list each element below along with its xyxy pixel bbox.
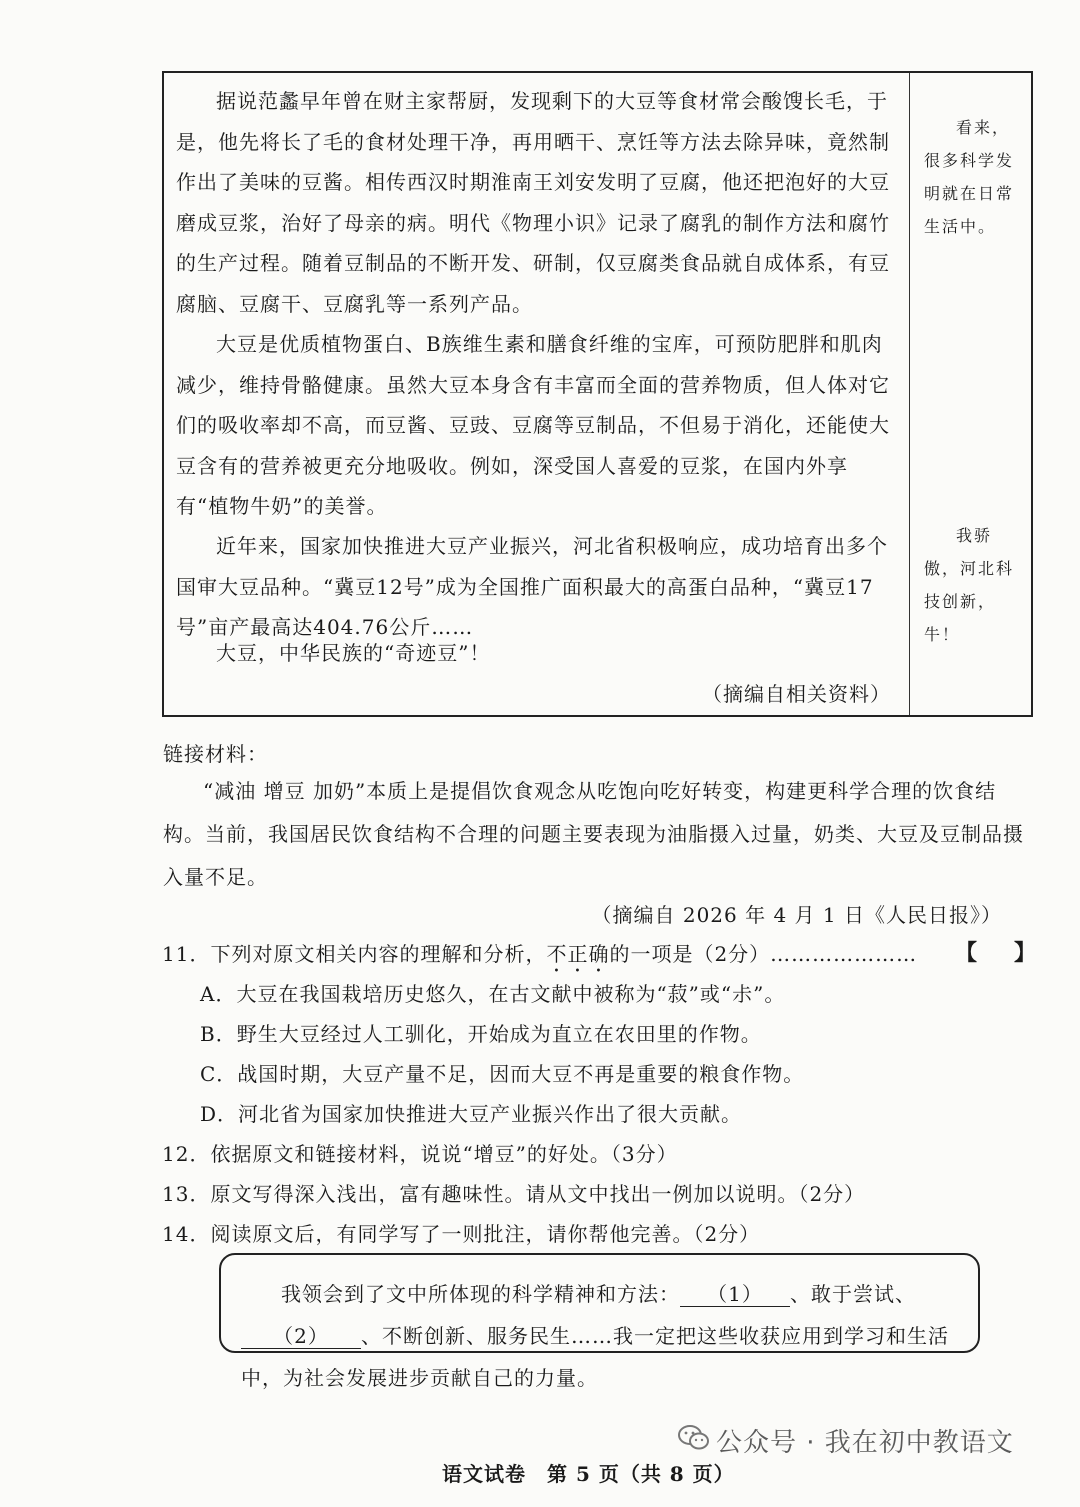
- q11-option-c: C．战国时期，大豆产量不足，因而大豆不再是重要的粮食作物。: [200, 1062, 805, 1086]
- link-material-source: （摘编自 2026 年 4 月 1 日《人民日报》）: [591, 903, 1002, 927]
- passage-paragraph-2: 大豆是优质植物蛋白、B族维生素和膳食纤维的宝库，可预防肥胖和肌肉减少，维持骨骼健康。虽然大豆本身含有丰富而全面的营养物质，但人体对它们的吸收率却不高，而豆酱、豆豉、豆腐等豆制品，不但易于消化，还能使大豆含有的营养被更充分地吸收。例如，深受国人喜爱的豆浆，在国内外享有“植物牛奶”的美誉。: [176, 332, 890, 518]
- question-13: 13．原文写得深入浅出，富有趣味性。请从文中找出一例加以说明。（2分）: [162, 1182, 866, 1206]
- reading-passage-box: [162, 71, 1033, 717]
- q11-option-d: D．河北省为国家加快推进大豆产业振兴作出了很大贡献。: [200, 1102, 743, 1126]
- margin-note-2: 我骄傲，河北科技创新，牛！: [924, 526, 1015, 644]
- annotation-blank-1[interactable]: （1）: [680, 1282, 790, 1307]
- annotation-blank-2[interactable]: （2）: [241, 1324, 361, 1349]
- q11-emphasis: 不正确: [546, 942, 610, 966]
- margin-note-1: 看来，很多科学发明就在日常生活中。: [924, 118, 1015, 236]
- link-material-text: “减油 增豆 加奶”本质上是提倡饮食观念从吃饱向吃好转变，构建更科学合理的饮食结构。当前，我国居民饮食结构不合理的问题主要表现为油脂摄入过量，奶类、大豆及豆制品摄入量不足。: [163, 779, 1024, 889]
- passage-paragraph-4: 大豆，中华民族的“奇迹豆”！: [216, 641, 491, 665]
- watermark-text: 公众号 · 我在初中教语文: [716, 1428, 1014, 1458]
- question-14: 14．阅读原文后，有同学写了一则批注，请你帮他完善。（2分）: [162, 1222, 761, 1246]
- passage-source: （摘编自相关资料）: [702, 682, 891, 706]
- annotation-text: [241, 1273, 961, 1399]
- q11-option-b: B．野生大豆经过人工驯化，开始成为直立在农田里的作物。: [200, 1022, 762, 1046]
- q11-text-post: 的一项是（2分）…………………: [609, 942, 918, 966]
- annotation-part-1: 我领会到了文中所体现的科学精神和方法：: [281, 1282, 680, 1306]
- passage-paragraph-3: 近年来，国家加快推进大豆产业振兴，河北省积极响应，成功培育出多个国审大豆品种。“冀豆12号”成为全国推广面积最大的高蛋白品种，“冀豆17号”亩产最高达404.76公斤……: [176, 534, 888, 639]
- link-material-heading: 链接材料：: [163, 742, 268, 766]
- question-11: [162, 938, 917, 977]
- q11-answer-bracket-right: 】: [1014, 940, 1037, 966]
- margin-divider: [909, 73, 910, 715]
- wechat-icon: [678, 1424, 710, 1452]
- annotation-part-3: 、不断创新、服务民生……我一定把这些收获应用到学习和生活中，为社会发展进步贡献自己的力量。: [241, 1324, 949, 1390]
- q11-text-pre: 11．下列对原文相关内容的理解和分析，: [162, 942, 547, 966]
- q11-answer-bracket-left: 【: [955, 940, 978, 966]
- annotation-part-2: 、敢于尝试、: [790, 1282, 916, 1306]
- page-footer: 语文试卷 第 5 页（共 8 页）: [442, 1462, 735, 1486]
- passage-paragraph-1: 据说范蠡早年曾在财主家帮厨，发现剩下的大豆等食材常会酸馊长毛，于是，他先将长了毛的食材处理干净，再用晒干、烹饪等方法去除异味，竟然制作出了美味的豆酱。相传西汉时期淮南王刘安发明了豆腐，他还把泡好的大豆磨成豆浆，治好了母亲的病。明代《物理小识》记录了腐乳的制作方法和腐竹的生产过程。随着豆制品的不断开发、研制，仅豆腐类食品就自成体系，有豆腐脑、豆腐干、豆腐乳等一系列产品。: [176, 89, 890, 316]
- annotation-box: [219, 1253, 980, 1390]
- question-12: 12．依据原文和链接材料，说说“增豆”的好处。（3分）: [162, 1142, 678, 1166]
- q11-option-a: A．大豆在我国栽培历史悠久，在古文献中被称为“菽”或“尗”。: [200, 982, 786, 1006]
